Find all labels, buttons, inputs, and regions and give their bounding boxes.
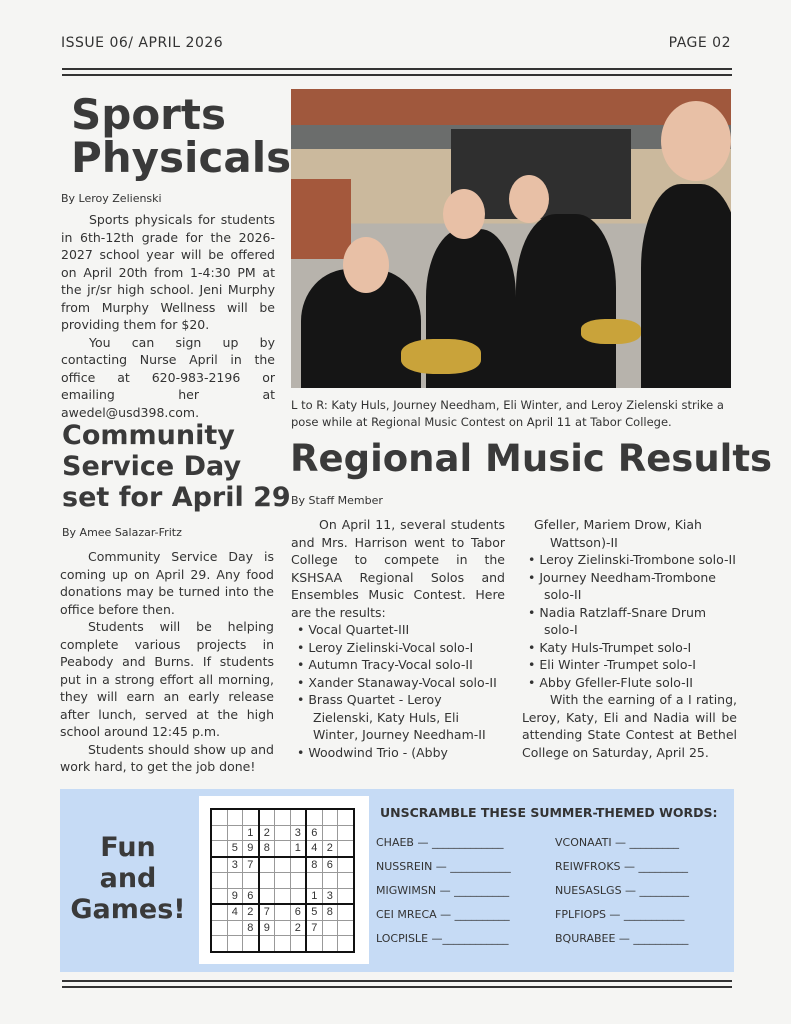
result-item: • Katy Huls-Trumpet solo-I [528,639,692,655]
sudoku-cell[interactable] [306,873,322,889]
sports-title-line: Physicals [71,132,292,182]
sudoku-cell[interactable] [322,936,338,952]
paragraph: With the earning of a I rating, Leroy, Katy, Eli and Nadia will be attending State Contest at Bethel College on Saturday, April 25. [522,692,737,760]
sudoku-cell[interactable] [211,825,227,841]
sudoku-cell[interactable] [322,920,338,936]
music-title: Regional Music Results [290,437,773,480]
sudoku-cell[interactable] [290,857,306,873]
results-list [522,551,737,691]
sudoku-cell[interactable]: 7 [243,857,259,873]
result-item: • Journey Needham-Trombone solo-II [528,569,716,602]
scrambled-word: NUSSREIN — ___________ [376,860,511,873]
sudoku-cell[interactable] [338,904,354,920]
paragraph: Students should show up and work hard, to get the job done! [60,741,274,774]
sudoku-cell[interactable]: 6 [306,825,322,841]
sudoku-cell[interactable] [259,857,275,873]
sudoku-cell[interactable]: 1 [243,825,259,841]
result-item-text: Nadia Ratzlaff-Snare Drum solo-I [539,604,707,637]
result-item-text: Brass Quartet - Leroy Zielenski, Katy Huls, Eli Winter, Journey Needham-II [308,692,486,742]
sudoku-cell[interactable] [275,857,291,873]
result-item-text: Leroy Zielinski-Trombone solo-II [539,552,736,567]
sudoku-cell[interactable]: 3 [227,857,243,873]
sports-byline: By Leroy Zelienski [61,192,162,205]
sudoku-cell[interactable] [227,936,243,952]
result-item: • Xander Stanaway-Vocal solo-II [297,674,497,690]
sudoku-cell[interactable] [290,936,306,952]
sudoku-cell[interactable] [243,936,259,952]
sudoku-cell[interactable]: 2 [322,841,338,857]
top-divider [62,68,732,70]
sudoku-cell[interactable] [259,809,275,825]
result-item-text: Katy Huls-Trumpet solo-I [539,639,692,655]
games-title-line: Fun [100,832,156,863]
sudoku-cell[interactable]: 8 [322,904,338,920]
community-byline: By Amee Salazar-Fritz [62,526,182,539]
sudoku-cell[interactable]: 8 [243,920,259,936]
sudoku-cell[interactable]: 4 [227,904,243,920]
scrambled-word: CEI MRECA — __________ [376,908,510,921]
sudoku-cell[interactable] [338,857,354,873]
result-item: • Woodwind Trio - (Abby [297,744,448,760]
bottom-divider [62,986,732,988]
sudoku-cell[interactable] [275,873,291,889]
paragraph: Community Service Day is coming up on April 29. Any food donations may be turned into the office before then. [60,549,274,617]
result-item-text: Vocal Quartet-III [308,622,410,637]
scrambled-word: BQURABEE — __________ [555,932,689,945]
sudoku-cell[interactable] [211,904,227,920]
issue-label: ISSUE 06/ APRIL 2026 [61,35,224,51]
sudoku-cell[interactable] [227,920,243,936]
results-list [291,621,505,761]
sudoku-cell[interactable] [211,936,227,952]
sudoku-cell[interactable] [338,809,354,825]
sudoku-cell[interactable]: 9 [227,888,243,904]
sudoku-cell[interactable]: 8 [306,857,322,873]
sudoku-cell[interactable]: 4 [306,841,322,857]
result-item: • Nadia Ratzlaff-Snare Drum solo-I [528,604,707,637]
result-item: • Eli Winter -Trumpet solo-I [528,657,696,672]
community-title [62,420,291,513]
sudoku-cell[interactable] [306,936,322,952]
scrambled-word: REIWFROKS — _________ [555,860,689,873]
music-article-col2 [522,516,737,761]
sudoku-cell[interactable] [275,841,291,857]
paragraph: Sports physicals for students in 6th-12th grade for the 2026-2027 school year will be offered on April 20th from 1-4:30 PM at the jr/sr high school. Jeni Murphy from Murphy Wellness will be providing them for $20. [61,212,275,332]
result-item-text: Eli Winter -Trumpet solo-I [539,657,696,672]
music-article-col1 [291,516,505,761]
scrambled-word: MIGWIMSN — __________ [376,884,510,897]
scrambled-word: NUESASLGS — _________ [555,884,690,897]
games-title-line: and [99,863,157,894]
sudoku-cell[interactable]: 3 [290,825,306,841]
top-divider [62,74,732,76]
sudoku-cell[interactable] [275,888,291,904]
sudoku-cell[interactable] [275,809,291,825]
sudoku-cell[interactable]: 3 [322,888,338,904]
sudoku-cell[interactable]: 6 [322,857,338,873]
sudoku-cell[interactable]: 8 [259,841,275,857]
sudoku-cell[interactable] [322,873,338,889]
sudoku-cell[interactable] [338,825,354,841]
community-title-line: Community [62,420,235,451]
sudoku-cell[interactable]: 7 [306,920,322,936]
sudoku-cell[interactable] [227,825,243,841]
result-item-text: Xander Stanaway-Vocal solo-II [308,674,497,690]
sudoku-cell[interactable] [211,888,227,904]
sudoku-cell[interactable] [338,841,354,857]
bottom-divider [62,980,732,982]
sudoku-cell[interactable] [243,873,259,889]
scrambled-word: FPLFIOPS — ___________ [555,908,685,921]
sudoku-cell[interactable]: 2 [259,825,275,841]
result-item: • Autumn Tracy-Vocal solo-II [297,657,473,672]
sudoku-cell[interactable] [211,857,227,873]
result-item-text: Autumn Tracy-Vocal solo-II [308,657,473,672]
sudoku-cell[interactable] [243,809,259,825]
community-title-line: set for April 29 [62,482,291,513]
unscramble-title: UNSCRAMBLE THESE SUMMER-THEMED WORDS: [380,805,718,820]
sudoku-cell[interactable] [290,888,306,904]
scrambled-word: VCONAATI — _________ [555,836,680,849]
community-article [60,548,274,776]
sudoku-cell[interactable] [275,825,291,841]
paragraph: On April 11, several students and Mrs. Harrison went to Tabor College to compete in the KSHSAA Regional Solos and Ensembles Music Contest. Here are the results: [291,517,505,620]
result-item: • Leroy Zielinski-Vocal solo-I [297,639,474,655]
result-item-text: Leroy Zielinski-Vocal solo-I [308,639,474,655]
games-title [68,832,188,925]
photo-caption: L to R: Katy Huls, Journey Needham, Eli Winter, and Leroy Zielenski strike a pose while at Regional Music Contest on April 11 at Tabor College. [291,398,724,429]
sudoku-cell[interactable] [290,809,306,825]
sudoku-cell[interactable] [211,920,227,936]
continued-result: Gfeller, Mariem Drow, Kiah Wattson)-II [534,517,702,550]
scrambled-word: LOCPISLE —____________ [376,932,509,945]
sudoku-cell[interactable]: 1 [306,888,322,904]
sudoku-cell[interactable] [338,873,354,889]
sudoku-cell[interactable]: 6 [290,904,306,920]
sudoku-cell[interactable]: 2 [243,904,259,920]
sudoku-cell[interactable] [322,809,338,825]
result-item: • Abby Gfeller-Flute solo-II [528,674,693,690]
sudoku-cell[interactable] [259,936,275,952]
sudoku-cell[interactable] [338,936,354,952]
sudoku-cell[interactable] [227,873,243,889]
result-item: • Brass Quartet - Leroy Zielenski, Katy Huls, Eli Winter, Journey Needham-II [297,692,486,742]
result-item-text: Journey Needham-Trombone solo-II [539,569,716,602]
sudoku-grid [210,808,355,953]
sudoku-cell[interactable] [275,904,291,920]
games-title-line: Games! [70,894,186,925]
result-item: • Leroy Zielinski-Trombone solo-II [528,552,736,567]
sudoku-cell[interactable] [275,920,291,936]
sudoku-cell[interactable]: 5 [227,841,243,857]
result-item-text: Woodwind Trio - (Abby [308,744,448,760]
sudoku-cell[interactable]: 9 [243,841,259,857]
sudoku-cell[interactable] [227,809,243,825]
sudoku-cell[interactable] [259,873,275,889]
sudoku-cell[interactable]: 9 [259,920,275,936]
music-students-photo [291,89,731,388]
sports-title-line: Sports [71,90,226,139]
sudoku-cell[interactable] [306,809,322,825]
sudoku-cell[interactable] [211,809,227,825]
sports-article [61,211,275,421]
sudoku-cell[interactable] [211,873,227,889]
community-title-line: Service Day [62,451,242,482]
sudoku-cell[interactable]: 1 [290,841,306,857]
sudoku-cell[interactable]: 7 [259,904,275,920]
sudoku-cell[interactable] [259,888,275,904]
result-item-text: Abby Gfeller-Flute solo-II [539,674,693,690]
sports-title [71,90,292,182]
music-byline: By Staff Member [291,494,383,507]
sudoku-cell[interactable]: 6 [243,888,259,904]
sudoku-cell[interactable] [290,873,306,889]
paragraph: Students will be helping complete various projects in Peabody and Burns. If students put in a strong effort all morning, they will earn an early release after lunch, served at the high school around 12:45 p.m. [60,619,274,739]
sudoku-cell[interactable]: 5 [306,904,322,920]
sudoku-cell[interactable] [338,920,354,936]
sudoku-cell[interactable] [338,888,354,904]
sudoku-cell[interactable] [211,841,227,857]
sudoku-cell[interactable]: 2 [290,920,306,936]
paragraph: You can sign up by contacting Nurse April in the office at 620-983-2196 or emailing her at awedel@usd398.com. [61,334,275,420]
page-number: PAGE 02 [668,35,731,51]
sudoku-cell[interactable] [275,936,291,952]
sudoku-puzzle [199,796,369,964]
sudoku-cell[interactable] [322,825,338,841]
scrambled-word: CHAEB — _____________ [376,836,504,849]
result-item: • Vocal Quartet-III [297,622,410,637]
